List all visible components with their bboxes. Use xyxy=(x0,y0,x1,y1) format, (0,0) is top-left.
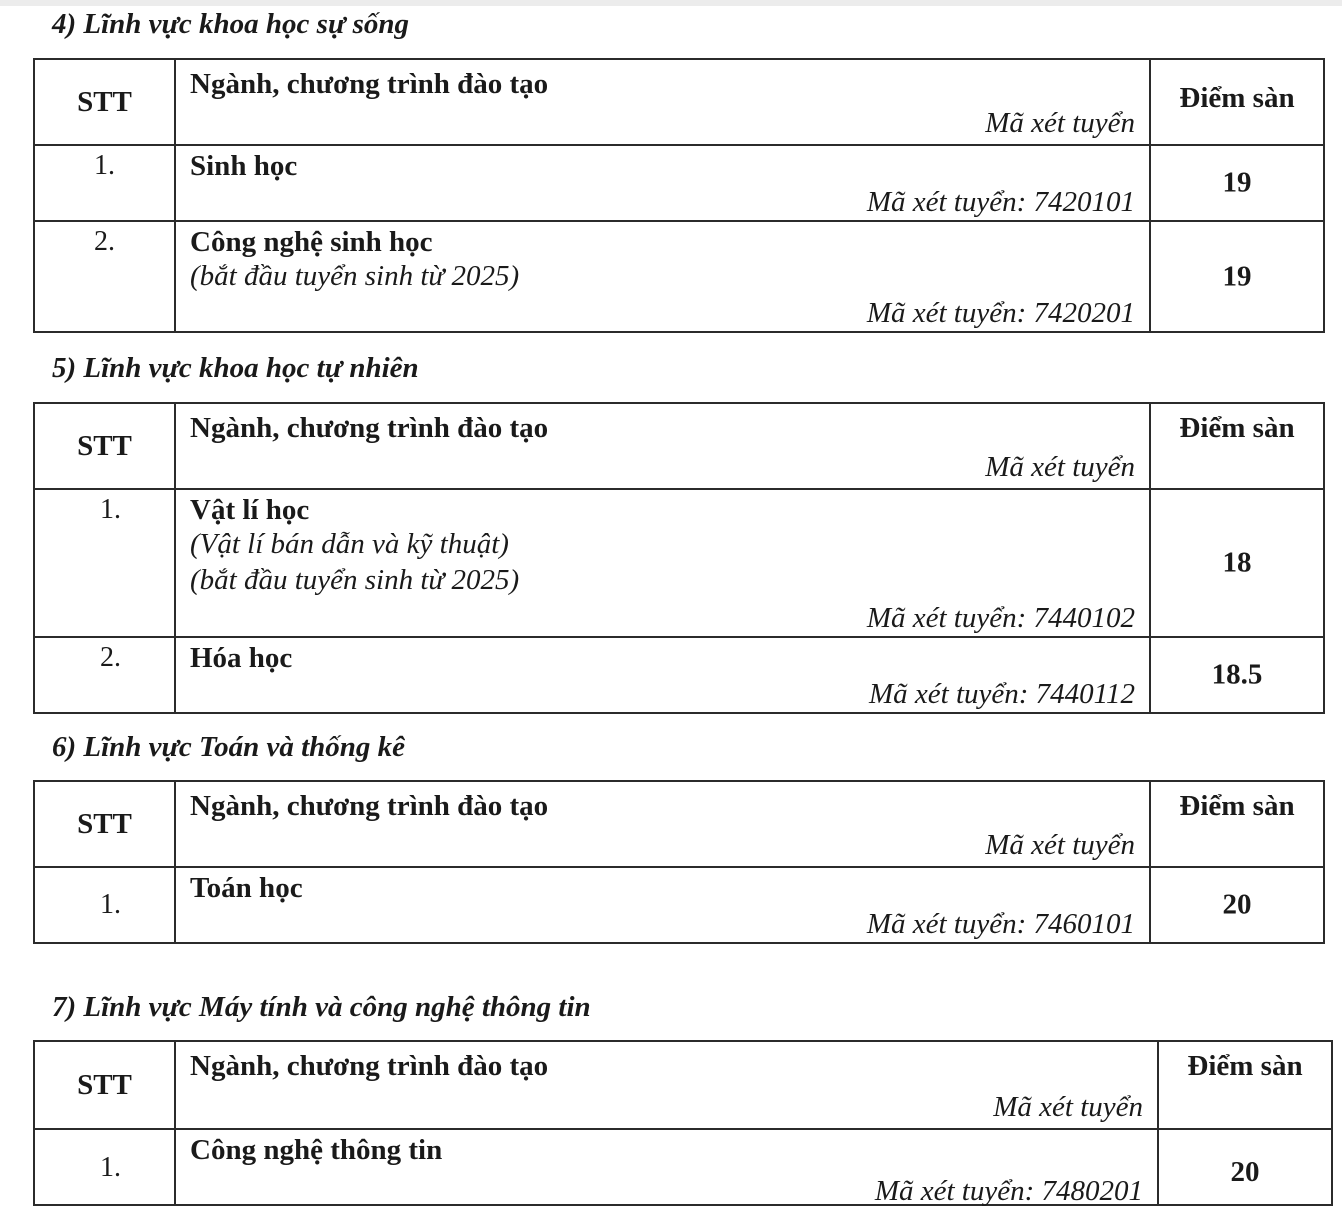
header-score-cell xyxy=(1150,59,1324,145)
min-score: 19 xyxy=(1222,260,1252,292)
row-stt-cell xyxy=(34,867,175,943)
row-program-cell xyxy=(175,221,1150,332)
row-stt: 2. xyxy=(94,226,115,257)
program-code: Mã xét tuyển: 7460101 xyxy=(866,908,1135,940)
table-row xyxy=(34,145,1324,221)
row-stt-cell xyxy=(34,145,175,221)
header-program-cell xyxy=(175,59,1150,145)
table-row xyxy=(34,1129,1332,1205)
row-stt: 1. xyxy=(100,889,121,920)
header-program: Ngành, chương trình đào tạo xyxy=(190,790,549,822)
table-header-row xyxy=(34,59,1324,145)
program-code: Mã xét tuyển: 7420101 xyxy=(866,186,1135,218)
header-stt: STT xyxy=(77,429,132,462)
row-program-cell xyxy=(175,145,1150,221)
section-title: 5) Lĩnh vực khoa học tự nhiên xyxy=(52,352,419,384)
admission-table xyxy=(33,58,1325,333)
program-note: (bắt đầu tuyển sinh từ 2025) xyxy=(190,564,520,596)
min-score: 18 xyxy=(1222,546,1252,579)
header-program: Ngành, chương trình đào tạo xyxy=(190,412,549,444)
row-program-cell xyxy=(175,867,1150,943)
section-title: 4) Lĩnh vực khoa học sự sống xyxy=(52,8,410,40)
row-stt-cell xyxy=(34,221,175,332)
row-score-cell xyxy=(1150,867,1324,943)
header-score-cell xyxy=(1158,1041,1332,1129)
header-stt: STT xyxy=(77,85,132,118)
admission-table xyxy=(33,402,1325,714)
row-program-cell xyxy=(175,637,1150,713)
program-note: (Vật lí bán dẫn và kỹ thuật) xyxy=(190,528,509,560)
header-score: Điểm sàn xyxy=(1179,412,1295,444)
header-stt-cell xyxy=(34,59,175,145)
admission-table xyxy=(33,780,1325,944)
row-stt-cell xyxy=(34,489,175,637)
row-stt-cell xyxy=(34,637,175,713)
program-code: Mã xét tuyển: 7440102 xyxy=(866,602,1135,634)
row-program-cell xyxy=(175,489,1150,637)
table-row xyxy=(34,637,1324,713)
program-note: (bắt đầu tuyển sinh từ 2025) xyxy=(190,260,520,292)
program-name: Hóa học xyxy=(190,642,293,674)
header-code: Mã xét tuyển xyxy=(993,1091,1143,1123)
program-name: Công nghệ thông tin xyxy=(190,1134,443,1166)
header-stt-cell xyxy=(34,403,175,489)
row-stt: 1. xyxy=(100,494,121,525)
header-stt: STT xyxy=(77,1068,132,1101)
min-score: 19 xyxy=(1222,166,1252,199)
admission-table xyxy=(33,1040,1333,1206)
header-stt-cell xyxy=(34,1041,175,1129)
header-program: Ngành, chương trình đào tạo xyxy=(190,68,549,100)
row-score-cell xyxy=(1150,637,1324,713)
header-program-cell xyxy=(175,403,1150,489)
row-score-cell xyxy=(1150,489,1324,637)
row-score-cell xyxy=(1150,221,1324,332)
header-program: Ngành, chương trình đào tạo xyxy=(190,1050,549,1082)
table-row xyxy=(34,221,1324,332)
row-program-cell xyxy=(175,1129,1158,1205)
row-score-cell xyxy=(1158,1129,1332,1205)
section-title: 7) Lĩnh vực Máy tính và công nghệ thông tin xyxy=(52,991,591,1023)
min-score: 20 xyxy=(1230,1156,1260,1188)
table-row xyxy=(34,867,1324,943)
header-score: Điểm sàn xyxy=(1179,790,1295,822)
min-score: 20 xyxy=(1222,888,1252,921)
row-stt-cell xyxy=(34,1129,175,1205)
section-title: 6) Lĩnh vực Toán và thống kê xyxy=(52,731,406,763)
header-stt: STT xyxy=(77,807,132,840)
top-edge-strip xyxy=(0,0,1342,6)
header-program-cell xyxy=(175,781,1150,867)
header-stt-cell xyxy=(34,781,175,867)
header-program-cell xyxy=(175,1041,1158,1129)
header-score-cell xyxy=(1150,403,1324,489)
row-score-cell xyxy=(1150,145,1324,221)
row-stt: 1. xyxy=(94,150,115,181)
program-name: Vật lí học xyxy=(190,494,310,526)
min-score: 18.5 xyxy=(1211,658,1263,691)
program-code: Mã xét tuyển: 7440112 xyxy=(868,678,1135,710)
header-score: Điểm sàn xyxy=(1179,82,1295,114)
program-code: Mã xét tuyển: 7480201 xyxy=(874,1175,1143,1207)
table-header-row xyxy=(34,781,1324,867)
row-stt: 1. xyxy=(100,1152,121,1183)
header-score: Điểm sàn xyxy=(1187,1050,1303,1082)
row-stt: 2. xyxy=(100,642,121,673)
header-code: Mã xét tuyển xyxy=(985,451,1135,483)
program-name: Toán học xyxy=(190,872,303,904)
table-row xyxy=(34,489,1324,637)
header-score-cell xyxy=(1150,781,1324,867)
program-name: Sinh học xyxy=(190,150,298,182)
program-name: Công nghệ sinh học xyxy=(190,226,433,258)
program-code: Mã xét tuyển: 7420201 xyxy=(866,297,1135,329)
table-header-row xyxy=(34,1041,1332,1129)
header-code: Mã xét tuyển xyxy=(985,107,1135,139)
header-code: Mã xét tuyển xyxy=(985,829,1135,861)
table-header-row xyxy=(34,403,1324,489)
